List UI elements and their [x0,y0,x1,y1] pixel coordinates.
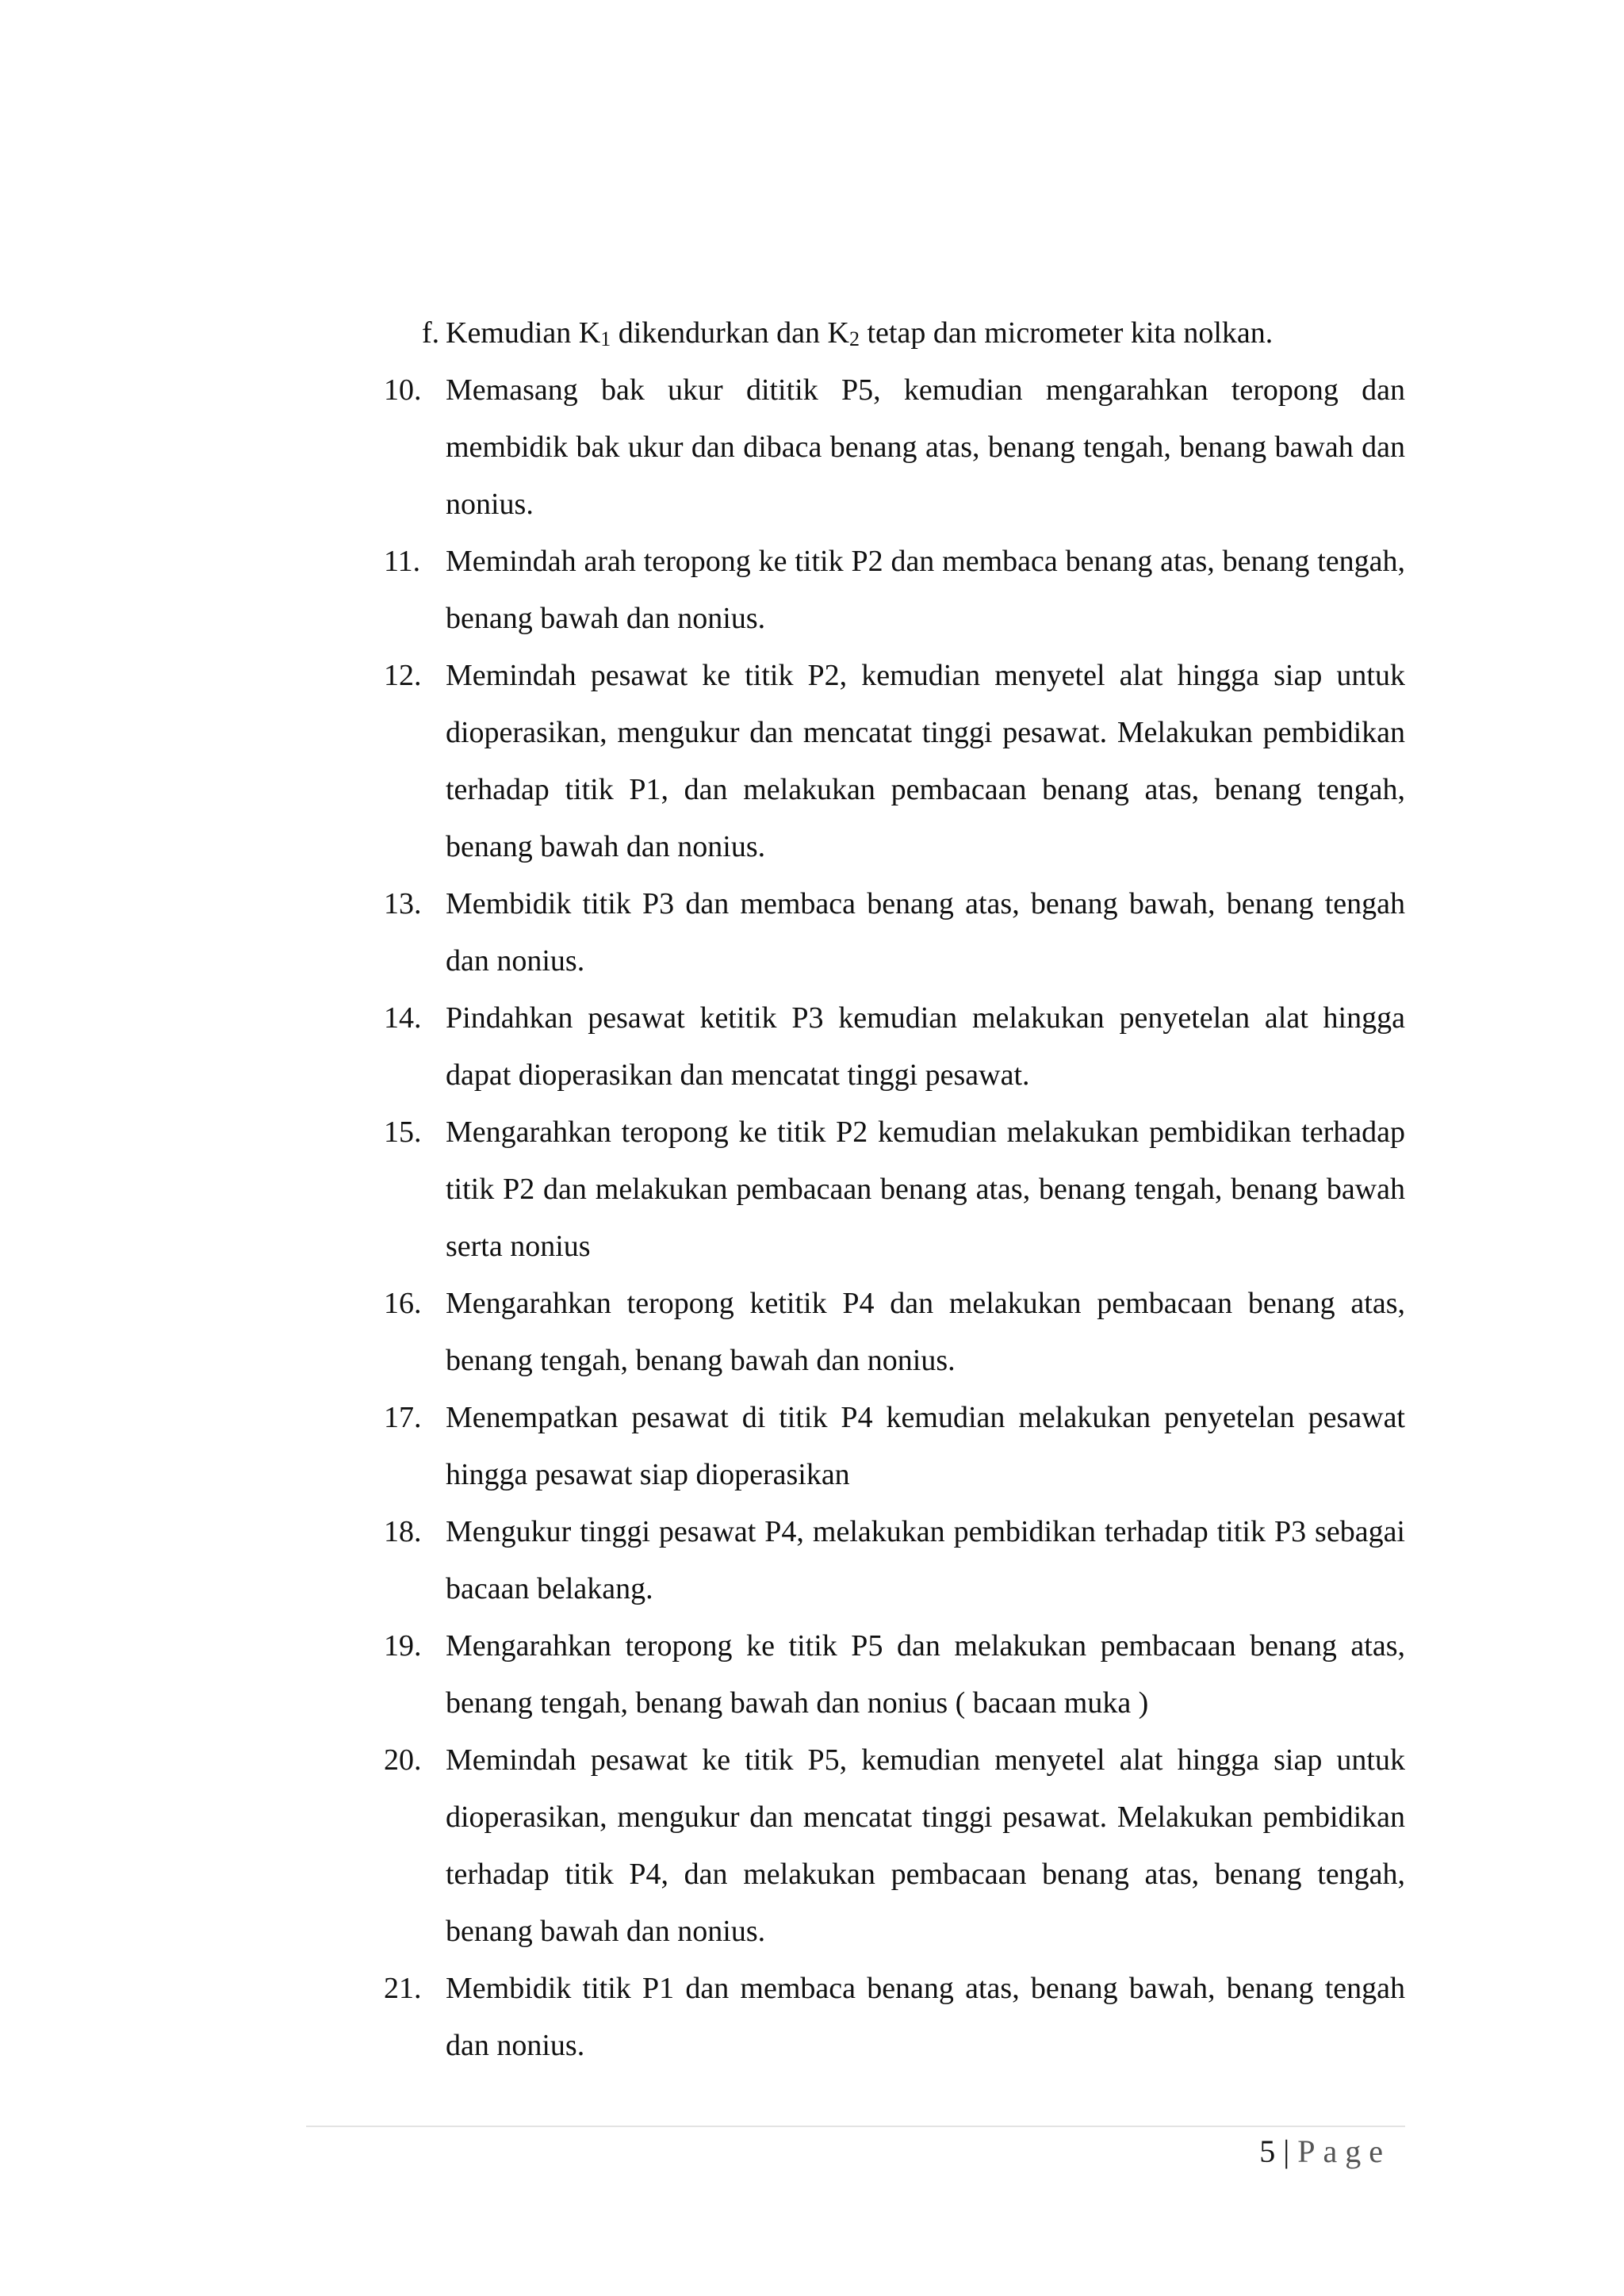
list-item-text: Kemudian $K_1$ dikendurkan dan $K_2$ tetap dan micrometer kita nolkan. [446,316,1274,350]
list-item-text: Memasang bak ukur dititik P5, kemudian mengarahkan teropong dan membidik bak ukur dan dibaca benang atas, benang tengah, benang bawah dan nonius. [446,373,1405,521]
list-item [384,647,1405,875]
list-item-text: Membidik titik P1 dan membaca benang atas, benang bawah, benang tengah dan nonius. [446,1972,1405,2062]
list-item-text: Menempatkan pesawat di titik P4 kemudian melakukan penyetelan pesawat hingga pesawat siap dioperasikan [446,1401,1405,1491]
list-item-text: Mengarahkan teropong ke titik P2 kemudian melakukan pembidikan terhadap titik P2 dan melakukan pembacaan benang atas, benang tengah, benang bawah serta nonius [446,1115,1405,1263]
list-item-text: Mengarahkan teropong ke titik P5 dan melakukan pembacaan benang atas, benang tengah, benang bawah dan nonius ( bacaan muka ) [446,1629,1405,1720]
subscript: 1 [600,327,611,350]
list-item [384,1104,1405,1275]
list-item-number: 14. [384,1001,422,1035]
list-item-number: 20. [384,1743,422,1777]
list-item-number: f. [422,316,440,350]
list-item [384,1275,1405,1389]
footer-separator: | [1283,2133,1290,2169]
list-item [384,1732,1405,1960]
list-item [384,1617,1405,1732]
list-item-text: Mengarahkan teropong ketitik P4 dan melakukan pembacaan benang atas, benang tengah, benang bawah dan nonius. [446,1287,1405,1377]
list-item [384,989,1405,1104]
page-number: 5 [1259,2133,1276,2169]
list-item [384,1389,1405,1503]
list-item-text: Membidik titik P3 dan membaca benang atas, benang bawah, benang tengah dan nonius. [446,887,1405,978]
page-footer [1259,2130,1391,2174]
list-item-number: 11. [384,545,421,578]
list-item-text: Memindah arah teropong ke titik P2 dan membaca benang atas, benang tengah, benang bawah dan nonius. [446,545,1405,635]
list-item-number: 12. [384,659,422,692]
list-item [384,533,1405,647]
list-item-text: Memindah pesawat ke titik P5, kemudian menyetel alat hingga siap untuk dioperasikan, mengukur dan mencatat tinggi pesawat. Melakukan pembidikan terhadap titik P4, dan melakukan pembacaan benang atas, benang tengah, benang bawah dan nonius. [446,1743,1405,1948]
procedure-list [384,304,1405,2074]
list-item-text: Mengukur tinggi pesawat P4, melakukan pembidikan terhadap titik P3 sebagai bacaan belakang. [446,1515,1405,1605]
list-item-number: 17. [384,1401,422,1434]
list-item-number: 10. [384,373,422,407]
subscript: 2 [849,327,860,350]
page-label: Page [1297,2133,1391,2169]
list-item [384,304,1405,362]
list-item [384,1503,1405,1617]
list-item-text: Memindah pesawat ke titik P2, kemudian menyetel alat hingga siap untuk dioperasikan, mengukur dan mencatat tinggi pesawat. Melakukan pembidikan terhadap titik P1, dan melakukan pembacaan benang atas, benang tengah, benang bawah dan nonius. [446,659,1405,863]
list-item-number: 19. [384,1629,422,1663]
list-item-number: 16. [384,1287,422,1320]
list-item [384,1960,1405,2074]
footer-divider [306,2126,1405,2127]
list-item-text: Pindahkan pesawat ketitik P3 kemudian melakukan penyetelan alat hingga dapat dioperasikan dan mencatat tinggi pesawat. [446,1001,1405,1092]
list-item-number: 13. [384,887,422,920]
list-item [384,362,1405,533]
list-item-number: 15. [384,1115,422,1149]
list-item-number: 18. [384,1515,422,1548]
list-item [384,875,1405,989]
list-item-number: 21. [384,1972,422,2005]
